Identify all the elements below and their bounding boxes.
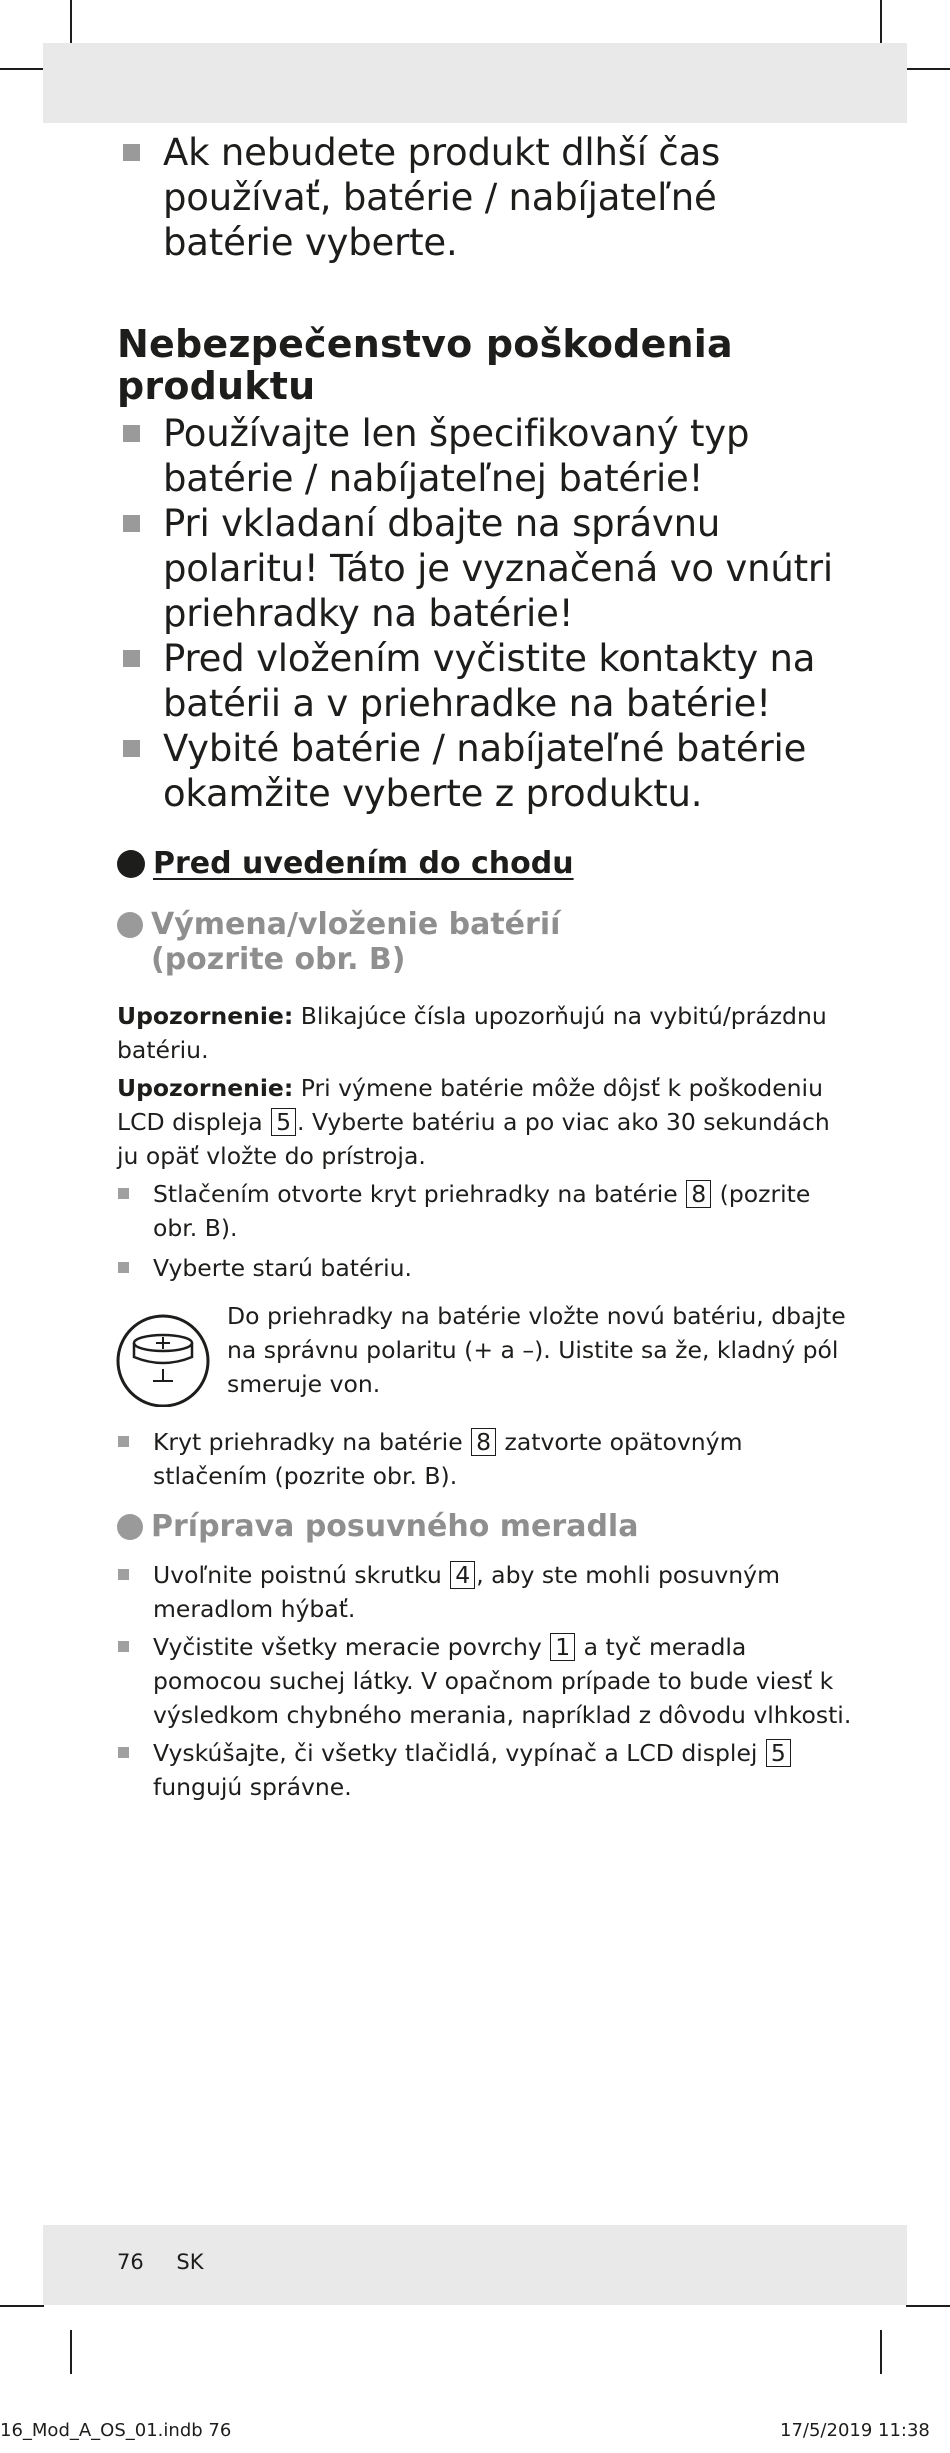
gray-dot-icon xyxy=(117,912,143,938)
crop-mark xyxy=(70,2330,72,2374)
section-heading-startup: Pred uvedením do chodu xyxy=(117,846,852,881)
reference-number: 8 xyxy=(686,1180,711,1208)
square-bullet-icon xyxy=(118,1569,129,1580)
page-number: 76 xyxy=(117,2250,144,2274)
square-bullet-icon xyxy=(118,1262,129,1273)
square-bullet-icon xyxy=(118,1747,129,1758)
print-slug-date: 17/5/2019 11:38 xyxy=(780,2420,930,2441)
square-bullet-icon xyxy=(118,1188,129,1199)
section-heading-damage: Nebezpečenstvo poškodenia produktu xyxy=(117,322,733,408)
list-item: Uvoľnite poistnú skrutku 4 , aby ste mohli posuvným meradlom hýbať. xyxy=(117,1558,852,1626)
square-bullet-icon xyxy=(118,1641,129,1652)
reference-number: 4 xyxy=(450,1561,475,1589)
square-bullet-icon xyxy=(123,650,140,667)
square-bullet-icon xyxy=(118,1436,129,1447)
list-item: Pri vkladaní dbajte na správnu polaritu! Táto je vyznačená vo vnútri priehradky na batérie! xyxy=(117,501,852,636)
crop-mark xyxy=(0,68,44,70)
crop-mark xyxy=(906,2305,950,2307)
header-band xyxy=(43,43,907,123)
subsection-heading-battery: Výmena/vloženie batérií (pozrite obr. B) xyxy=(117,907,852,977)
square-bullet-icon xyxy=(123,144,140,161)
black-dot-icon xyxy=(117,850,145,878)
crop-mark xyxy=(906,68,950,70)
crop-mark xyxy=(0,2305,44,2307)
list-item: Používajte len špecifikovaný typ batérie / nabíjateľnej batérie! xyxy=(117,411,852,501)
page-content xyxy=(117,130,852,1804)
list-item: Kryt priehradky na batérie 8 zatvorte opätovným stlačením (pozrite obr. B). xyxy=(117,1425,852,1493)
list-item: Vyskúšajte, či všetky tlačidlá, vypínač a LCD displej 5 fungujú správne. xyxy=(117,1736,852,1804)
print-slug-file: 16_Mod_A_OS_01.indb 76 xyxy=(0,2420,232,2441)
list-item: Pred vložením vyčistite kontakty na batérii a v priehradke na batérie! xyxy=(117,636,852,726)
crop-mark xyxy=(880,2330,882,2374)
list-item: Vybité batérie / nabíjateľné batérie okamžite vyberte z produktu. xyxy=(117,726,852,816)
gray-dot-icon xyxy=(117,1514,143,1540)
note-paragraph: Upozornenie: Pri výmene batérie môže dôjsť k poškodeniu LCD displeja 5 . Vyberte batériu a po viac ako 30 sekundách ju opäť vložte do prístroja. xyxy=(117,1074,830,1170)
square-bullet-icon xyxy=(123,740,140,757)
square-bullet-icon xyxy=(123,515,140,532)
battery-icon-note: Do priehradky na batérie vložte novú batériu, dbajte na správnu polaritu (+ a –). Uistite sa že, kladný pól smeruje von. xyxy=(117,1303,852,1407)
list-item: Vyberte starú batériu. xyxy=(117,1251,852,1285)
reference-number: 5 xyxy=(766,1739,791,1767)
list-item: Vyčistite všetky meracie povrchy 1 a tyč meradla pomocou suchej látky. V opačnom prípade to bude viesť k výsledkom chybného merania, napríklad z dôvodu vlhkosti. xyxy=(117,1630,852,1732)
reference-number: 1 xyxy=(550,1633,575,1661)
crop-mark xyxy=(70,0,72,44)
list-item: Stlačením otvorte kryt priehradky na batérie 8 (pozrite obr. B). xyxy=(117,1177,852,1245)
square-bullet-icon xyxy=(123,425,140,442)
reference-number: 5 xyxy=(271,1108,296,1136)
reference-number: 8 xyxy=(471,1428,496,1456)
battery-polarity-icon xyxy=(113,1303,217,1407)
page-footer xyxy=(117,2250,204,2274)
list-item: Ak nebudete produkt dlhší čas používať, batérie / nabíjateľné batérie vyberte. xyxy=(117,130,852,265)
language-code: SK xyxy=(176,2250,204,2274)
crop-mark xyxy=(880,0,882,44)
note-paragraph: Upozornenie: Blikajúce čísla upozorňujú na vybitú/prázdnu batériu. xyxy=(117,1002,827,1064)
subsection-heading-ruler: Príprava posuvného meradla xyxy=(117,1509,852,1544)
